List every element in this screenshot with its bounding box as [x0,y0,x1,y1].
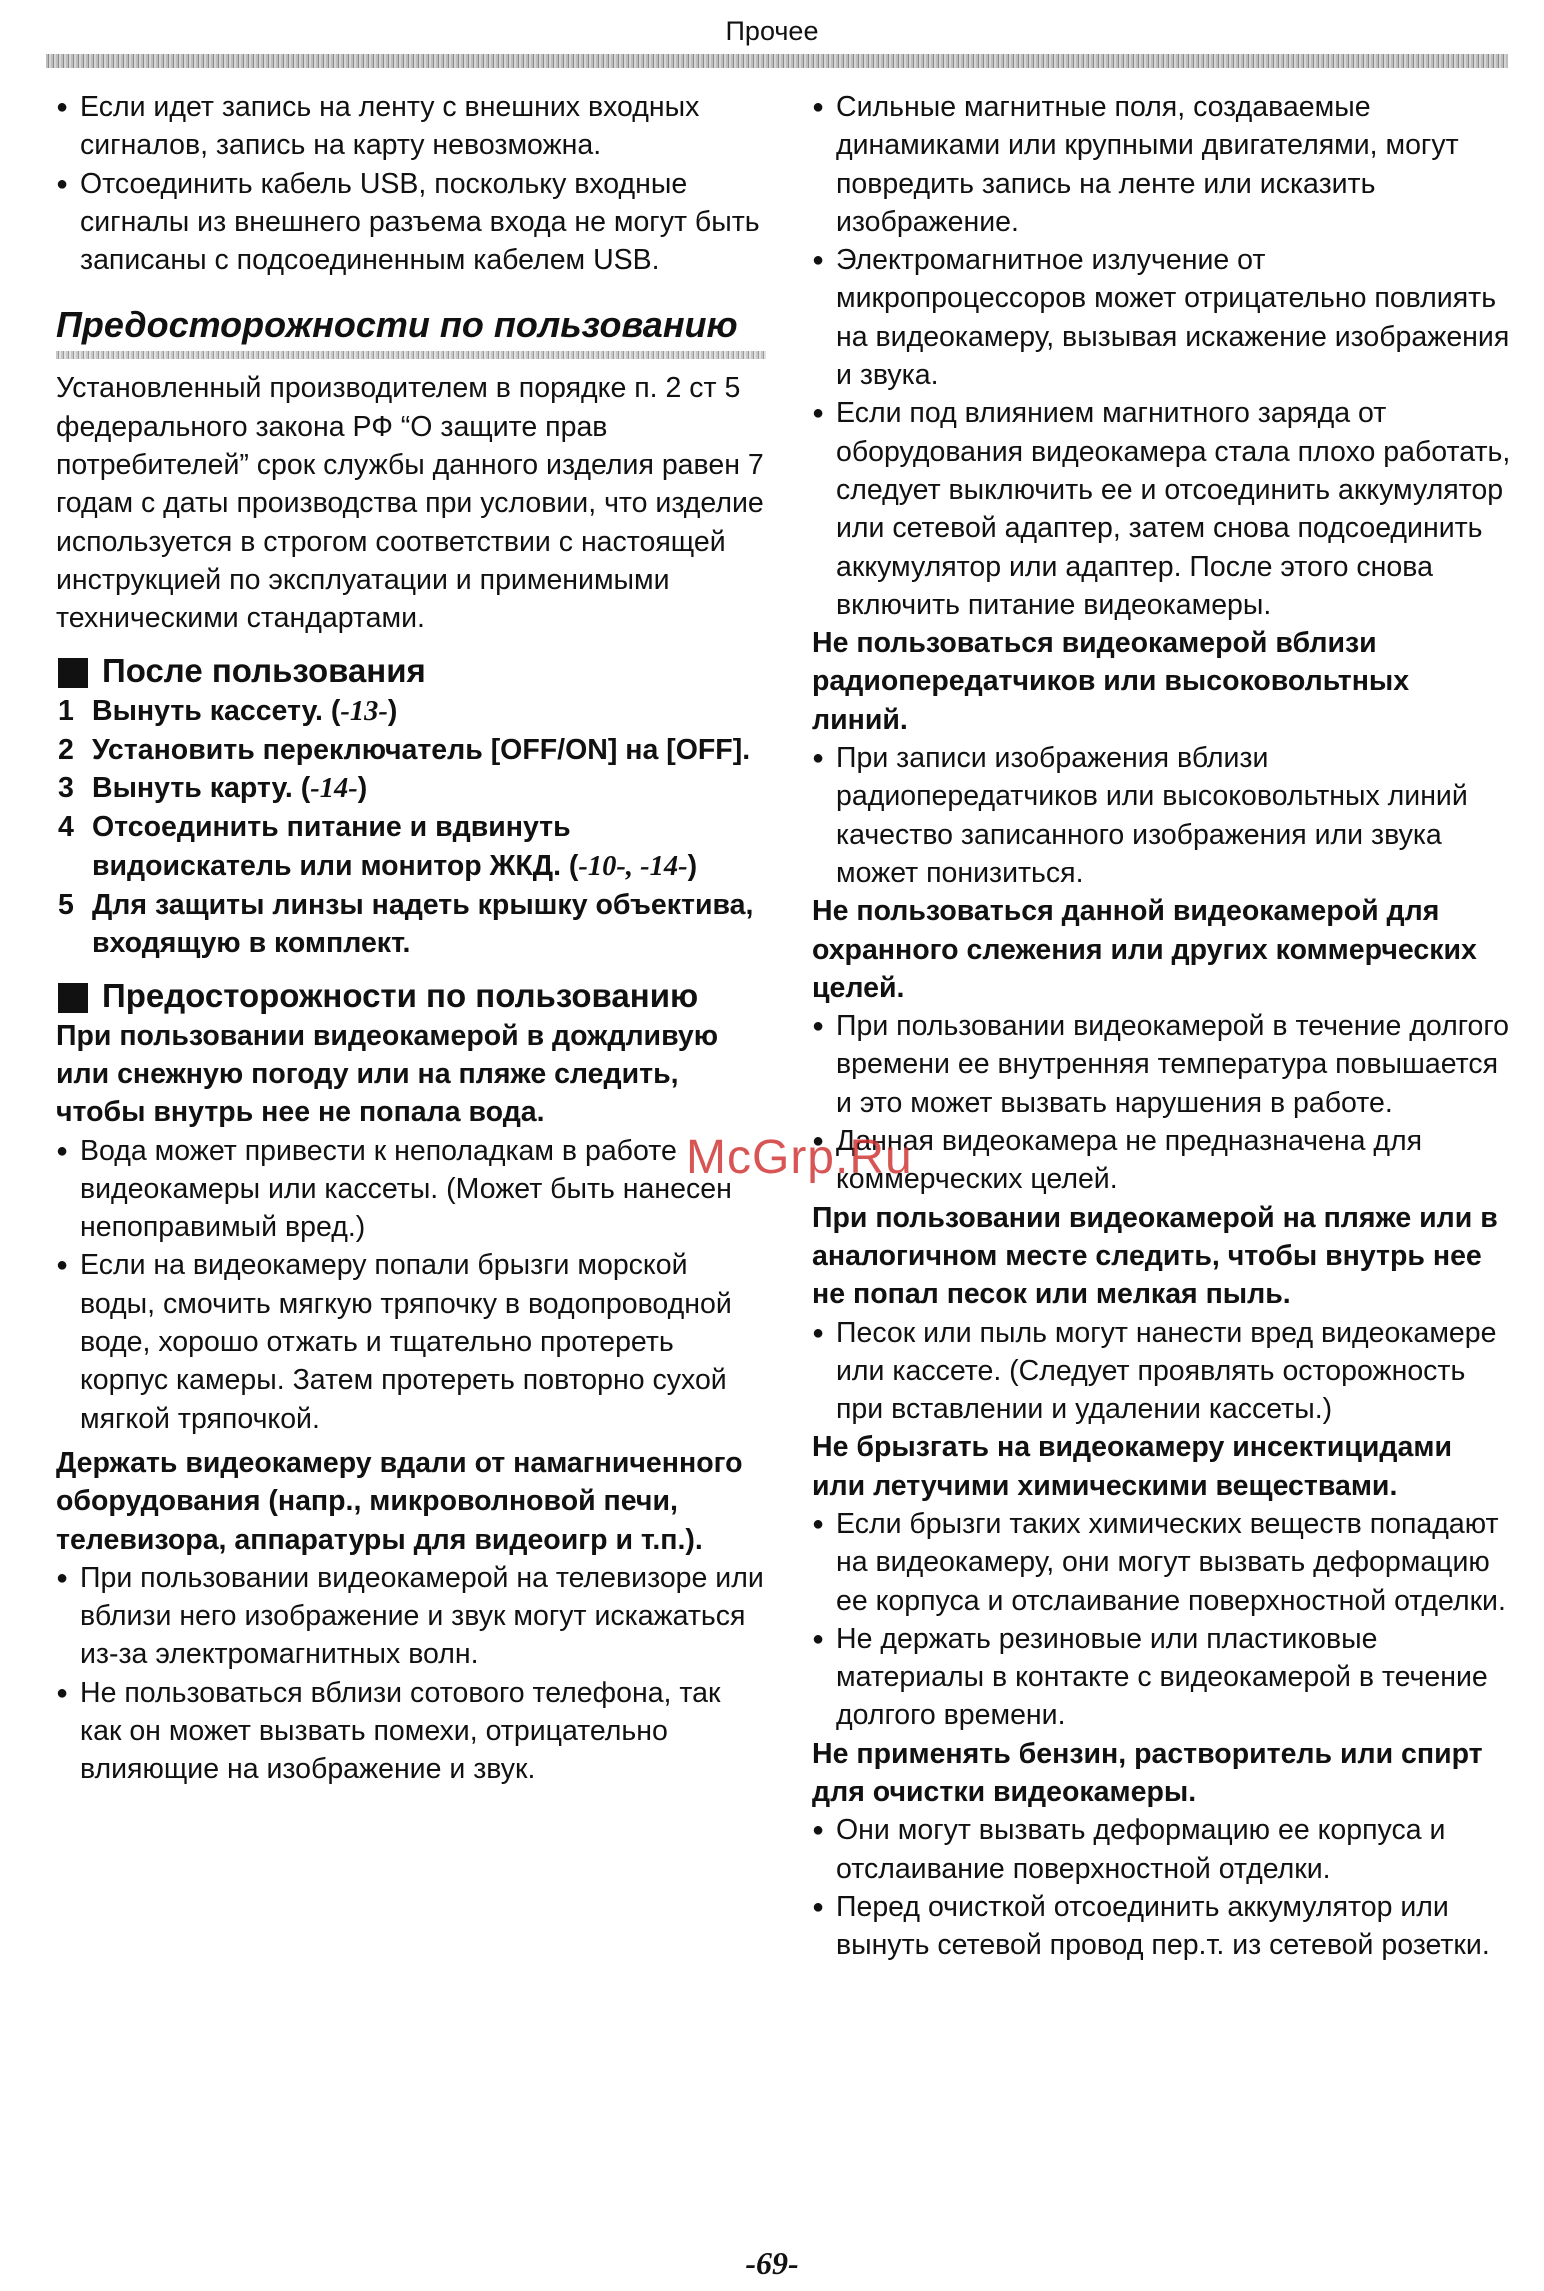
step-item [56,692,766,731]
section-divider [56,351,766,359]
watermark: McGrp.Ru [686,1131,913,1184]
bullet-item: ● При пользовании видеокамерой в течение долгого времени ее внутренняя температура повышается и это может вызвать нарушения в работе. [812,1007,1512,1122]
step-text: Вынуть кассету. ( [92,694,341,727]
subheading-label: Предосторожности по пользованию [102,976,699,1014]
bullet-item: ● Не пользоваться вблизи сотового телефона, так как он может вызвать помехи, отрицательно влияющие на изображение и звук. [56,1674,766,1789]
step-tail: ) [687,849,698,882]
black-square-icon [58,983,88,1013]
bullet-item: ● Вода может привести к неполадкам в работе видеокамеры или кассеты. (Может быть нанесен непоправимый вред.) [56,1132,766,1247]
warning-heading: Держать видеокамеру вдали от намагниченного оборудования (напр., микроволновой печи, телевизора, аппаратуры для видеоигр и т.п.). [56,1446,743,1556]
bullet-item: ● Они могут вызвать деформацию ее корпуса и отслаивание поверхностной отделки. [812,1811,1512,1888]
warning-heading: При пользовании видеокамерой в дождливую или снежную погоду или на пляже следить, чтобы внутрь нее не попала вода. [56,1019,719,1129]
warning-heading: Не пользоваться видеокамерой вблизи радиопередатчиков или высоковольтных линий. [812,627,1410,736]
black-square-icon [58,658,88,688]
step-number: 5 [58,889,74,922]
step-text: Вынуть карту. ( [92,772,311,805]
warning-heading: Не пользоваться данной видеокамерой для охранного слежения или других коммерческих целей. [812,895,1477,1004]
step-number: 3 [58,772,74,805]
step-text: Отсоединить питание и вдвинуть видоискатель или монитор ЖКД. ( [92,811,579,882]
page-header [0,12,1544,72]
warning-heading: Не брызгать на видеокамеру инсектицидами или летучими химическими веществами. [812,1431,1452,1502]
bullet-item: ● При пользовании видеокамерой на телевизоре или вблизи него изображение и звук могут искажаться из-за электромагнитных волн. [56,1559,766,1674]
step-text: Для защиты линзы надеть крышку объектива, входящую в комплект. [92,889,754,960]
page-reference: -14- [310,773,358,805]
step-number: 2 [58,733,74,766]
header-divider [46,54,1508,68]
header-title: Прочее [725,16,819,46]
bullet-item: ● Если брызги таких химических веществ попадают на видеокамеру, они могут вызвать деформацию ее корпуса и отслаивание поверхностной отделки. [812,1505,1512,1620]
bullet-item: ● Перед очисткой отсоединить аккумулятор или вынуть сетевой провод пер.т. из сетевой розетки. [812,1888,1512,1965]
step-item [56,731,766,769]
bullet-item: ● Если идет запись на ленту с внешних входных сигналов, запись на карту невозможна. [56,88,766,165]
step-number: 1 [58,694,74,727]
warning-heading: При пользовании видеокамерой на пляже или в аналогичном месте следить, чтобы внутрь нее не попал песок или мелкая пыль. [812,1201,1498,1311]
subheading-after-use [56,652,766,690]
subheading-label: После пользования [102,651,426,689]
step-tail: ) [387,694,398,727]
left-column [56,88,766,1789]
step-text: Установить переключатель [OFF/ON] на [OFF]. [92,733,751,766]
right-column [812,88,1512,1965]
step-number: 4 [58,811,74,844]
bullet-item: ● Не держать резиновые или пластиковые материалы в контакте с видеокамерой в течение долгого времени. [812,1620,1512,1735]
bullet-item: ● Отсоединить кабель USB, поскольку входные сигналы из внешнего разъема входа не могут быть записаны с подсоединенным кабелем USB. [56,165,766,280]
service-life-text: Установленный производителем в порядке п. 2 ст 5 федерального закона РФ “О защите прав потребителей” срок службы данного изделия равен 7 годам с даты производства при условии, что изделие используется в строгом соответствии с настоящей инструкцией по эксплуатации и применимыми техническими стандартами. [56,372,764,635]
bullet-item: ● Если на видеокамеру попали брызги морской воды, смочить мягкую тряпочку в водопроводной воде, хорошо отжать и тщательно протереть корпус камеры. Затем протереть повторно сухой мягкой тряпочкой. [56,1246,766,1437]
page-reference: -13- [340,695,388,727]
page-reference: -10-, -14- [578,850,688,882]
bullet-item: ● При записи изображения вблизи радиопередатчиков или высоковольтных линий качество записанного изображения или звука может понизиться. [812,739,1512,892]
step-item [56,886,766,963]
bullet-item: ● Электромагнитное излучение от микропроцессоров может отрицательно повлиять на видеокамеру, вызывая искажение изображения и звука. [812,241,1512,394]
bullet-item: ● Песок или пыль могут нанести вред видеокамере или кассете. (Следует проявлять осторожность при вставлении и удалении кассеты.) [812,1314,1512,1429]
bullet-item: ● Сильные магнитные поля, создаваемые динамиками или крупными двигателями, могут повредить запись на ленте или исказить изображение. [812,88,1512,241]
bullet-item: ● Если под влиянием магнитного заряда от оборудования видеокамера стала плохо работать, следует выключить ее и отсоединить аккумулятор или сетевой адаптер, затем снова подсоединить аккумулятор или адаптер. После этого снова включить питание видеокамеры. [812,394,1512,624]
subheading-precautions [56,977,766,1015]
step-item [56,769,766,808]
section-title: Предосторожности по пользованию [56,304,738,346]
step-item [56,808,766,886]
page-number: -69- [745,2245,799,2281]
warning-heading: Не применять бензин, растворитель или спирт для очистки видеокамеры. [812,1737,1483,1809]
bullet-item: ● Данная видеокамера не предназначена для коммерческих целей. [812,1122,1512,1199]
step-tail: ) [357,772,368,805]
